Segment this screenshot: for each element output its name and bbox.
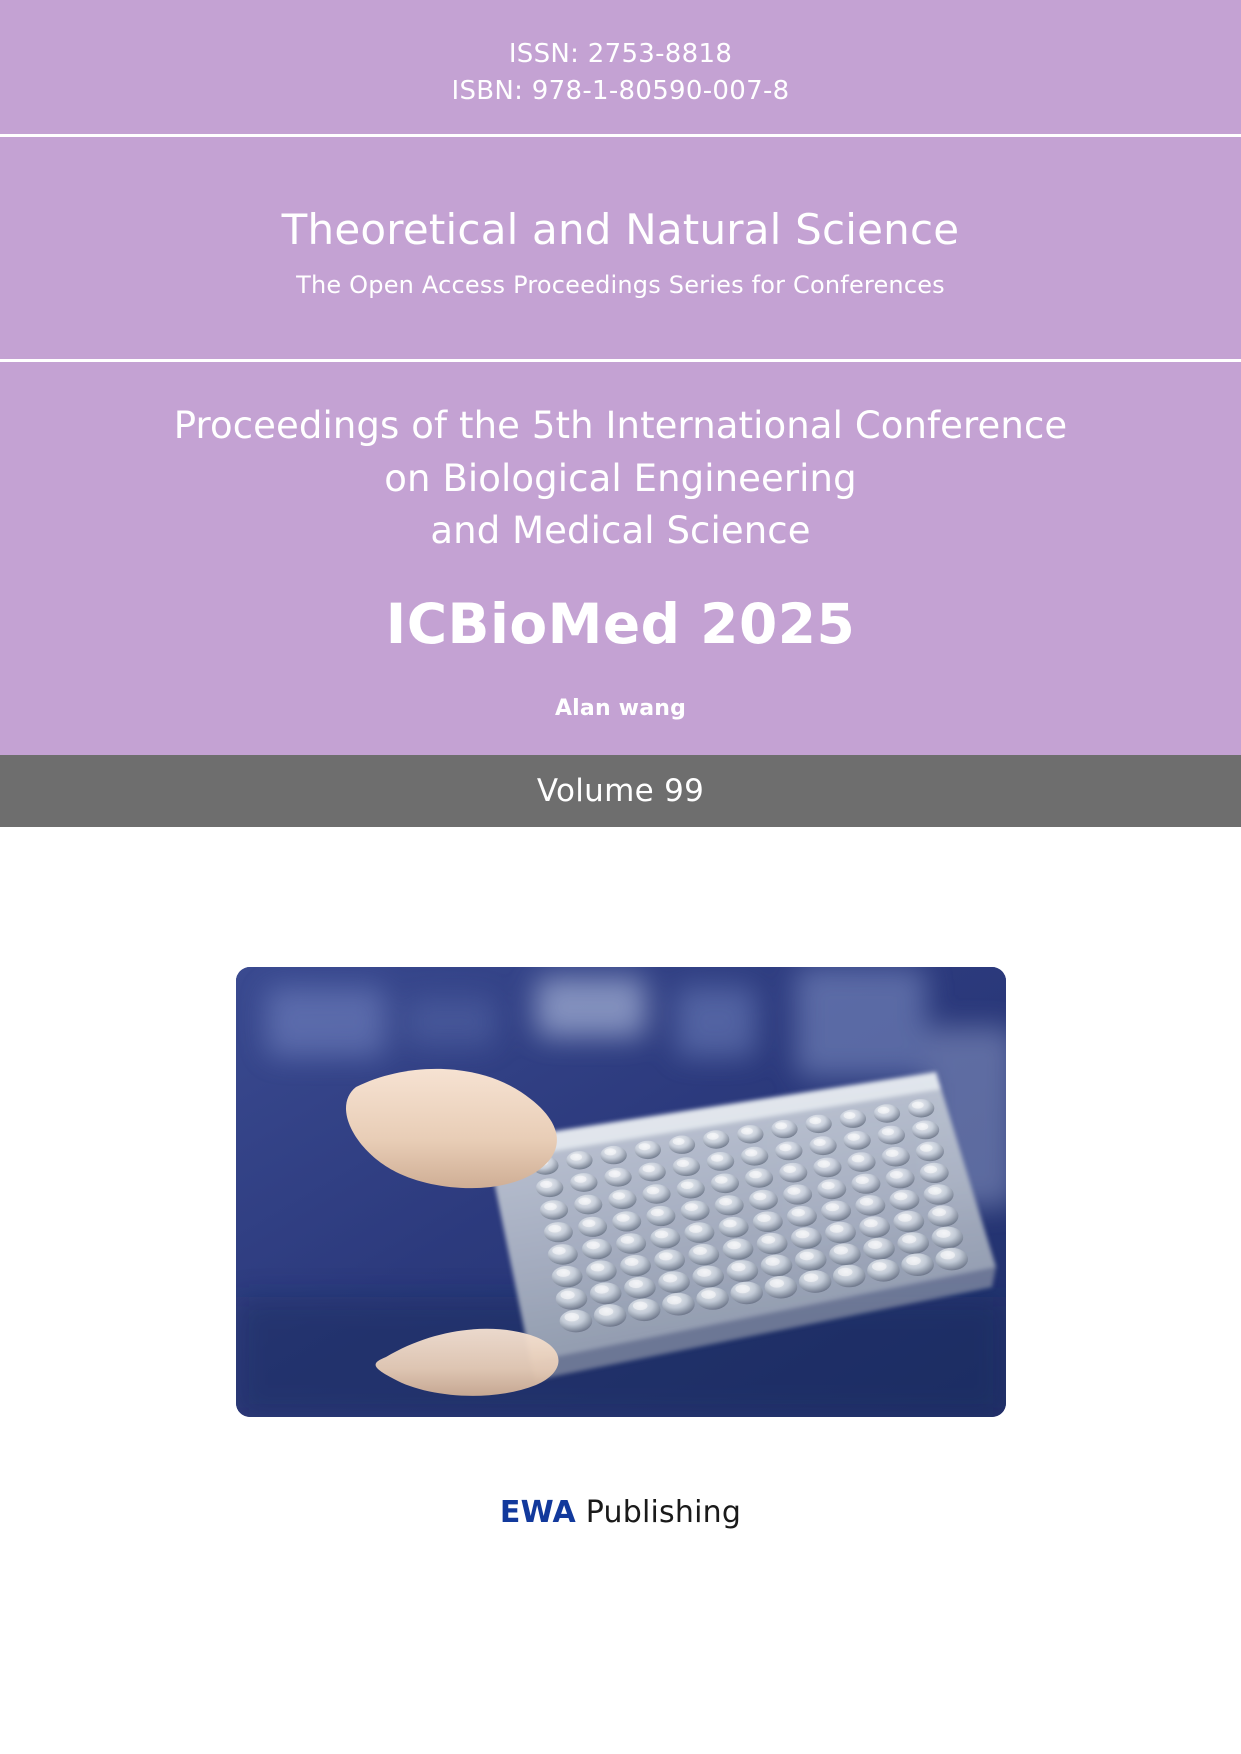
series-title: Theoretical and Natural Science bbox=[281, 204, 960, 254]
purple-header-band bbox=[0, 0, 1241, 755]
editor-name: Alan wang bbox=[554, 695, 687, 721]
publisher-word: Publishing bbox=[585, 1494, 742, 1530]
proceedings-line-2: on Biological Engineering bbox=[384, 456, 857, 500]
publisher-logo bbox=[500, 1495, 741, 1530]
series-block bbox=[0, 137, 1241, 359]
publisher-name bbox=[576, 1495, 586, 1530]
volume-label: Volume 99 bbox=[536, 772, 705, 809]
microplate-illustration bbox=[236, 967, 1006, 1417]
proceedings-line-3: and Medical Science bbox=[430, 509, 811, 553]
proceedings-line-1: Proceedings of the 5th International Conference bbox=[173, 404, 1068, 448]
conference-acronym: ICBioMed 2025 bbox=[385, 591, 856, 656]
volume-band bbox=[0, 755, 1241, 827]
cover-image-area bbox=[0, 827, 1241, 1417]
publisher-area bbox=[0, 1495, 1241, 1530]
cover-photo bbox=[236, 967, 1006, 1417]
proceedings-block bbox=[0, 362, 1241, 755]
isbn-text: ISBN: 978-1-80590-007-8 bbox=[451, 75, 790, 106]
identifier-block bbox=[0, 0, 1241, 134]
issn-text: ISSN: 2753-8818 bbox=[508, 39, 733, 69]
series-subtitle: The Open Access Proceedings Series for Conferences bbox=[296, 271, 945, 300]
publisher-brand: EWA bbox=[499, 1494, 576, 1530]
